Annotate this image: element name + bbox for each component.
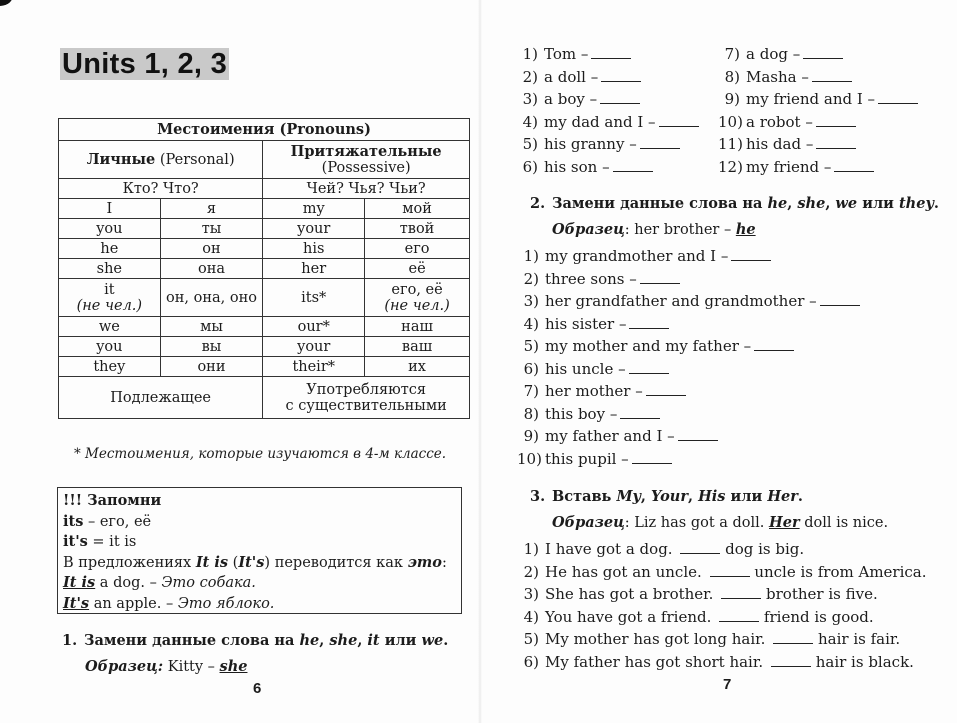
task-1-heading: 1. Замени данные слова на he, she, it или we. (62, 632, 449, 649)
answer-blank[interactable] (710, 576, 750, 577)
answer-blank[interactable] (773, 643, 813, 644)
answer-blank[interactable] (731, 260, 771, 261)
exercise-item: 5) his granny – (516, 133, 699, 156)
answer-blank[interactable] (620, 418, 660, 419)
exercise-item: 1) Tom – (516, 43, 699, 66)
remember-example: It is a dog. – Это собака. (63, 574, 256, 591)
answer-blank[interactable] (820, 305, 860, 306)
personal-header: Личные (Personal) (59, 141, 263, 179)
pronouns-table (58, 118, 470, 419)
page-fold (478, 0, 482, 723)
answer-blank[interactable] (678, 440, 718, 441)
task-3-sample: Образец: Liz has got a doll. Her doll is nice. (552, 514, 889, 531)
exercise-item: 10) a robot – (718, 111, 918, 134)
exercise-item: 8) this boy – (517, 403, 860, 426)
subject-label: Подлежащее (59, 377, 263, 419)
answer-blank[interactable] (816, 148, 856, 149)
possessive-header: Притяжательные (Possessive) (263, 141, 470, 179)
remember-line: its – его, её (63, 512, 152, 530)
exercise-item: 3) her grandfather and grandmother – (517, 290, 860, 313)
table-row: she она her её (59, 259, 470, 279)
answer-blank[interactable] (601, 81, 641, 82)
exercise-item: 8) Masha – (718, 66, 918, 89)
exercise-item: 1) I have got a dog. dog is big. (523, 540, 805, 558)
exercise-item: 3) She has got a brother. brother is five. (523, 585, 878, 603)
task-2-list (517, 245, 860, 470)
task-3-list (517, 538, 927, 673)
answer-blank[interactable] (680, 553, 720, 554)
exercise-item: 2) three sons – (517, 268, 860, 291)
answer-blank[interactable] (812, 81, 852, 82)
personal-question: Кто? Что? (59, 179, 263, 199)
exercise-item: 6) his uncle – (517, 358, 860, 381)
answer-blank[interactable] (754, 350, 794, 351)
exercise-item: 9) my father and I – (517, 425, 860, 448)
answer-blank[interactable] (719, 621, 759, 622)
table-row: we мы our* наш (59, 317, 470, 337)
used-with-nouns-label: Употребляются с существительными (263, 377, 470, 419)
task-2-sample: Образец: her brother – he (552, 221, 756, 238)
remember-box (57, 487, 462, 614)
table-row: they они their* их (59, 357, 470, 377)
exercise-item: 3) a boy – (516, 88, 699, 111)
exercise-item: 7) her mother – (517, 380, 860, 403)
task-1-list-left (516, 43, 699, 178)
unit-title: Units 1, 2, 3 (62, 48, 228, 80)
answer-blank[interactable] (629, 328, 669, 329)
exercise-item: 5) my mother and my father – (517, 335, 860, 358)
task-3-heading: 3. Вставь My, Your, His или Her. (530, 488, 803, 505)
task-1-list-right (718, 43, 918, 178)
exercise-item: 6) My father has got short hair. hair is black. (523, 652, 914, 671)
table-row: it (не чел.) он, она, оно its* его, её (не чел.) (59, 279, 470, 317)
answer-blank[interactable] (834, 171, 874, 172)
answer-blank[interactable] (771, 666, 811, 667)
exercise-item: 2) a doll – (516, 66, 699, 89)
exercise-item: 6) his son – (516, 156, 699, 179)
remember-heading: !!! Запомни (63, 492, 162, 509)
exercise-item: 1) my grandmother and I – (517, 245, 860, 268)
exercise-item: 10) this pupil – (517, 448, 860, 471)
table-row: you вы your ваш (59, 337, 470, 357)
table-row: you ты your твой (59, 219, 470, 239)
exercise-item: 12) my friend – (718, 156, 918, 179)
answer-blank[interactable] (816, 126, 856, 127)
exercise-item: 7) a dog – (718, 43, 918, 66)
possessive-question: Чей? Чья? Чьи? (263, 179, 470, 199)
answer-blank[interactable] (803, 58, 843, 59)
remember-line: it's = it is (63, 533, 137, 550)
answer-blank[interactable] (721, 598, 761, 599)
table-row: he он his его (59, 239, 470, 259)
answer-blank[interactable] (629, 373, 669, 374)
table-row: I я my мой (59, 199, 470, 219)
exercise-item: 4) my dad and I – (516, 111, 699, 134)
footnote: * Местоимения, которые изучаются в 4-м классе. (74, 446, 447, 462)
page-number-right: 7 (723, 676, 732, 693)
exercise-item: 4) You have got a friend. friend is good. (523, 607, 874, 626)
task-1-sample: Образец: Kitty – she (85, 658, 248, 675)
exercise-item: 2) He has got an uncle. uncle is from America. (523, 562, 927, 581)
answer-blank[interactable] (613, 171, 653, 172)
remember-example: It's an apple. – Это яблоко. (63, 594, 275, 612)
answer-blank[interactable] (646, 395, 686, 396)
task-2-heading: 2. Замени данные слова на he, she, we или they. (530, 195, 939, 212)
answer-blank[interactable] (591, 58, 631, 59)
exercise-item: 4) his sister – (517, 313, 860, 336)
answer-blank[interactable] (632, 463, 672, 464)
answer-blank[interactable] (640, 148, 680, 149)
exercise-item: 9) my friend and I – (718, 88, 918, 111)
answer-blank[interactable] (659, 126, 699, 127)
exercise-item: 11) his dad – (718, 133, 918, 156)
scan-corner-artifact (0, 0, 12, 6)
page-number-left: 6 (253, 680, 262, 697)
answer-blank[interactable] (878, 103, 918, 104)
remember-line: В предложениях It is (It's) переводится как это: (63, 553, 447, 571)
answer-blank[interactable] (640, 283, 680, 284)
table-caption: Местоимения (Pronouns) (59, 119, 470, 141)
exercise-item: 5) My mother has got long hair. hair is fair. (523, 630, 901, 648)
answer-blank[interactable] (600, 103, 640, 104)
